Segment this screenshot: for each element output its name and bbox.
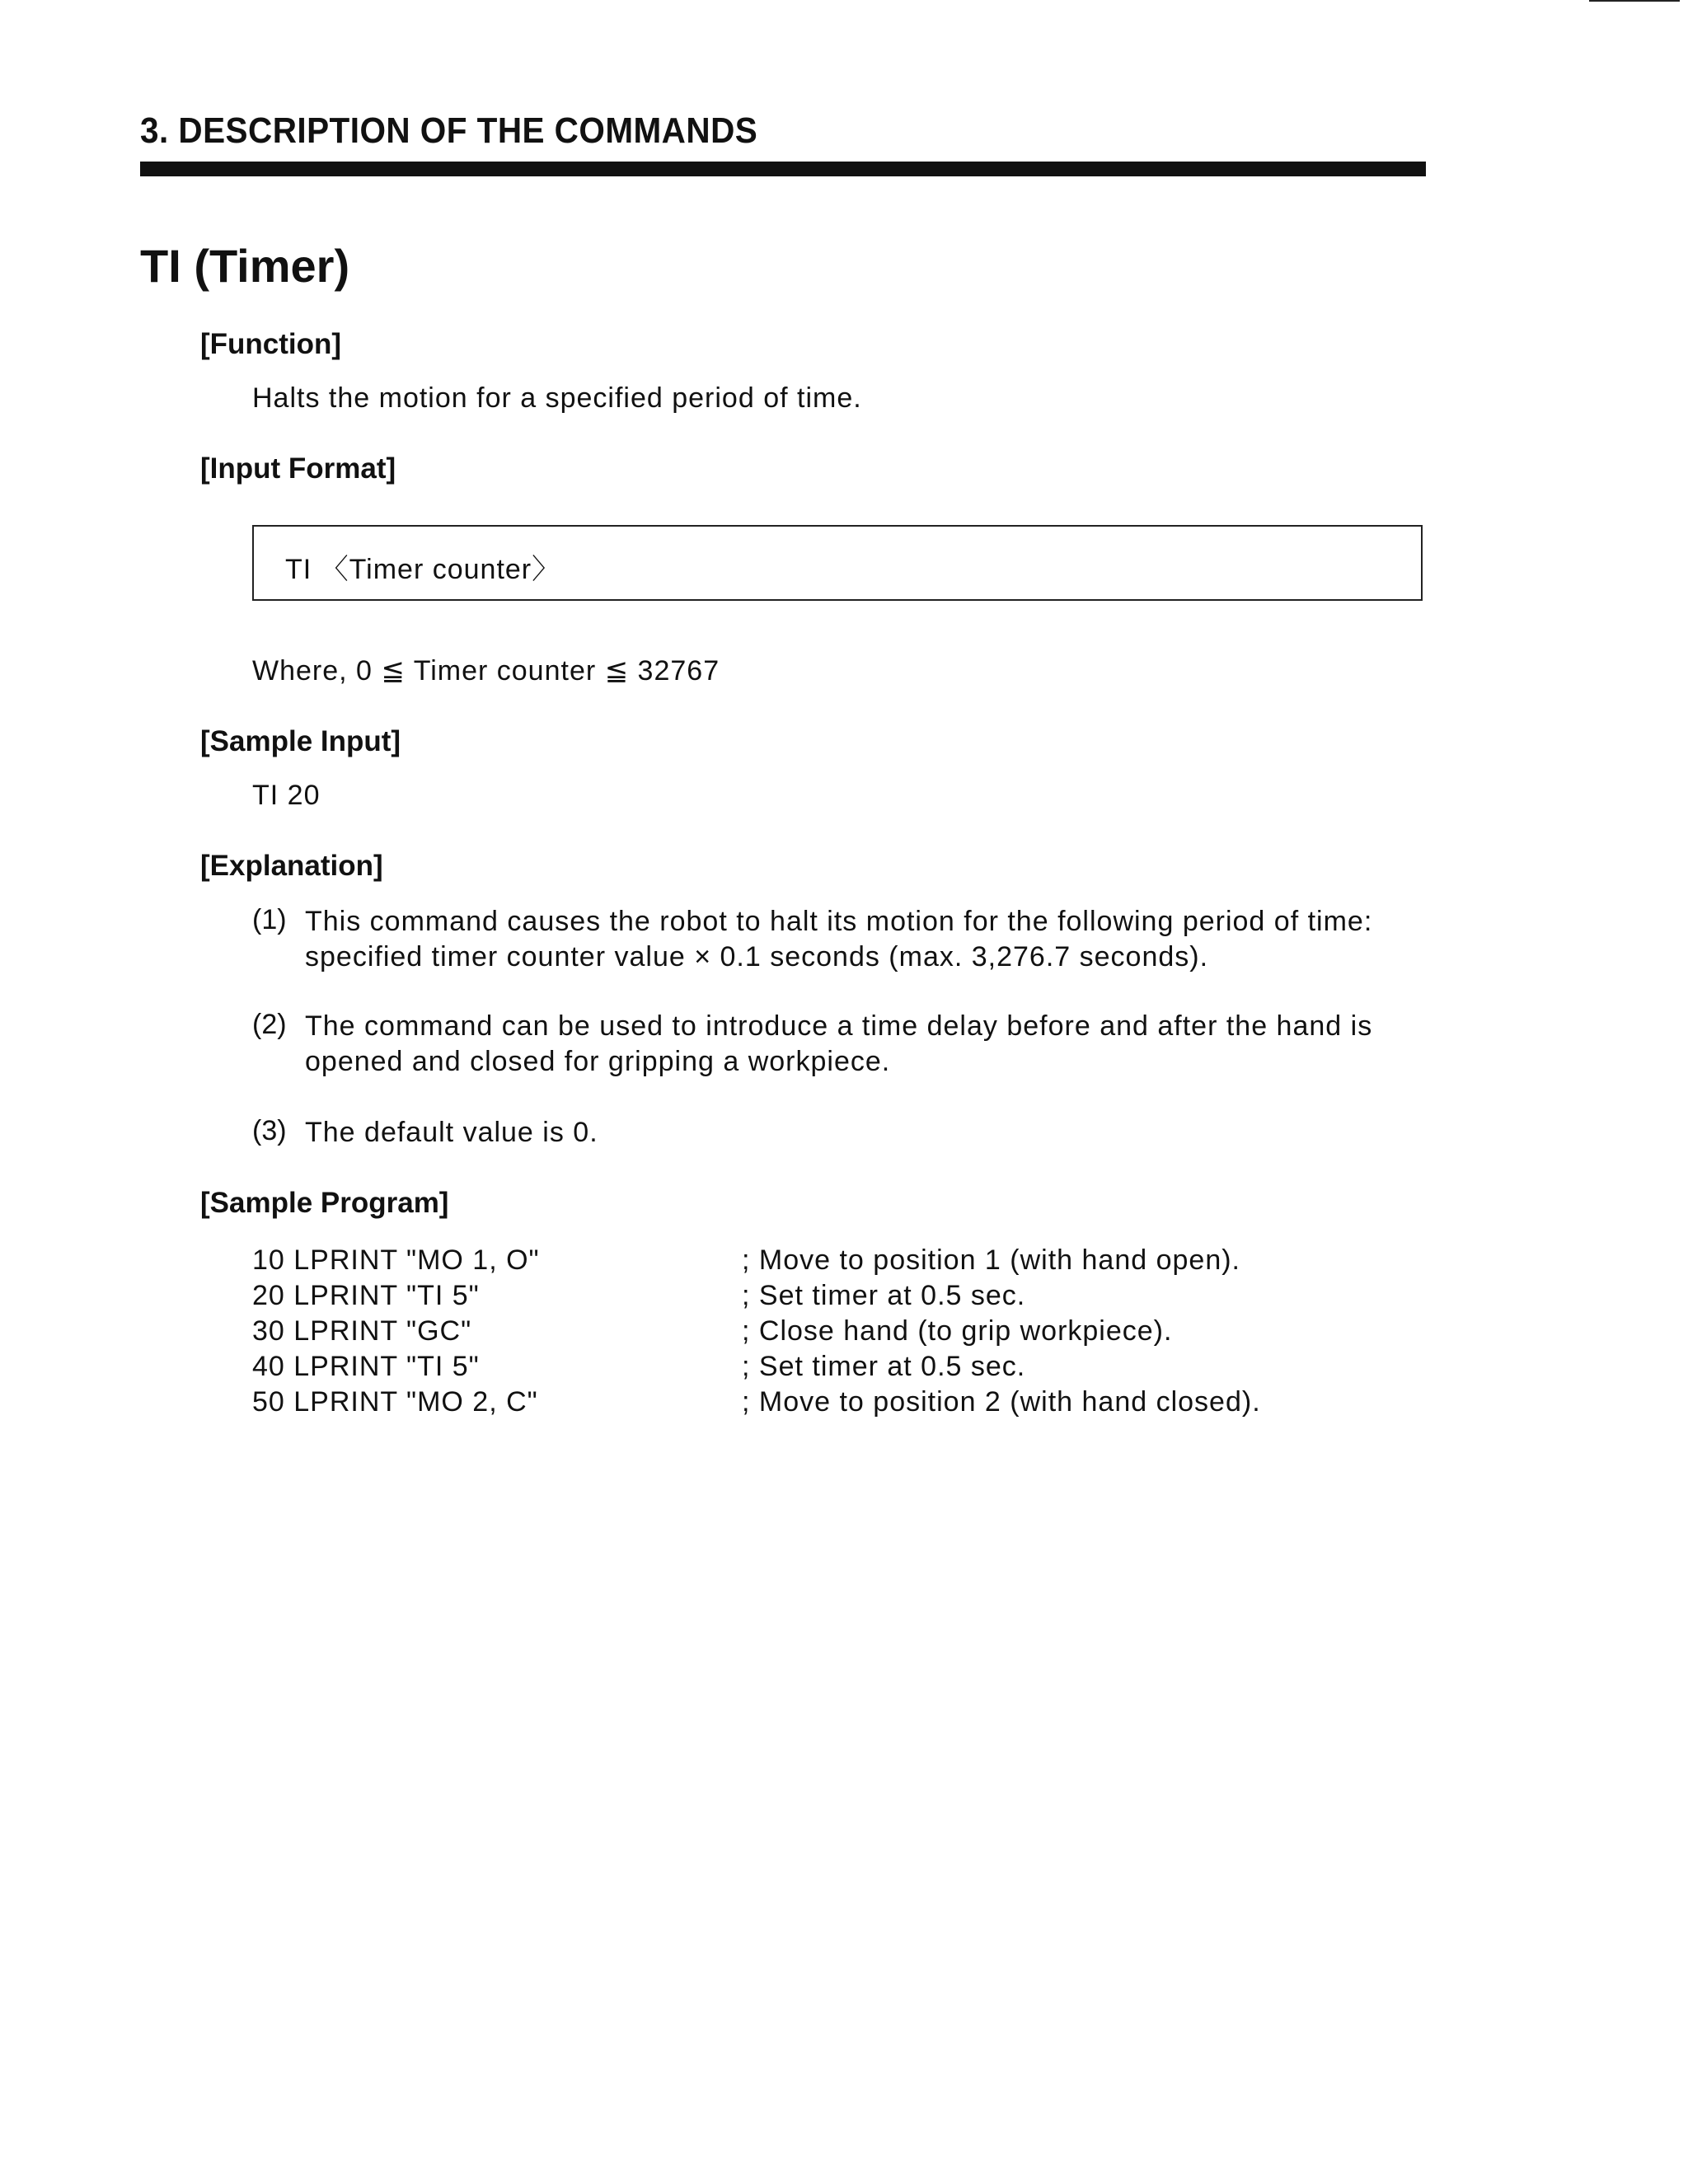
input-format-box [252, 525, 1423, 601]
program-code-line: 20 LPRINT "TI 5" [252, 1280, 480, 1311]
sample-input-text: TI 20 [252, 780, 321, 811]
sample-input-heading: [Sample Input] [200, 725, 401, 757]
explanation-item-number: (1) [252, 904, 287, 935]
command-title: TI (Timer) [140, 240, 350, 292]
program-comment: ; Move to position 2 (with hand closed). [742, 1386, 1261, 1418]
program-code-line: 50 LPRINT "MO 2, C" [252, 1386, 538, 1418]
explanation-item-line: opened and closed for gripping a workpiece. [305, 1046, 891, 1077]
function-text: Halts the motion for a specified period of time. [252, 382, 862, 414]
input-format-syntax: TI 〈Timer counter〉 [285, 554, 561, 585]
program-code-line: 30 LPRINT "GC" [252, 1315, 472, 1347]
input-format-heading: [Input Format] [200, 452, 396, 485]
explanation-item-line: The command can be used to introduce a time delay before and after the hand is [305, 1010, 1373, 1042]
top-edge-rule [1589, 0, 1680, 2]
chapter-title-bar [140, 162, 1426, 176]
program-comment: ; Move to position 1 (with hand open). [742, 1244, 1240, 1276]
program-comment: ; Close hand (to grip workpiece). [742, 1315, 1173, 1347]
explanation-item-line: specified timer counter value × 0.1 seconds (max. 3,276.7 seconds). [305, 941, 1209, 972]
explanation-heading: [Explanation] [200, 850, 383, 882]
program-comment: ; Set timer at 0.5 sec. [742, 1351, 1026, 1382]
explanation-item-number: (3) [252, 1115, 287, 1146]
program-comment: ; Set timer at 0.5 sec. [742, 1280, 1026, 1311]
program-code-line: 40 LPRINT "TI 5" [252, 1351, 480, 1382]
sample-program-heading: [Sample Program] [200, 1187, 449, 1219]
chapter-title: 3. DESCRIPTION OF THE COMMANDS [140, 110, 758, 151]
function-heading: [Function] [200, 328, 342, 360]
explanation-item-line: The default value is 0. [305, 1117, 598, 1148]
program-code-line: 10 LPRINT "MO 1, O" [252, 1244, 540, 1276]
input-format-where: Where, 0 ≦ Timer counter ≦ 32767 [252, 655, 720, 687]
explanation-item-line: This command causes the robot to halt its motion for the following period of time: [305, 906, 1373, 937]
explanation-item-number: (2) [252, 1009, 287, 1040]
